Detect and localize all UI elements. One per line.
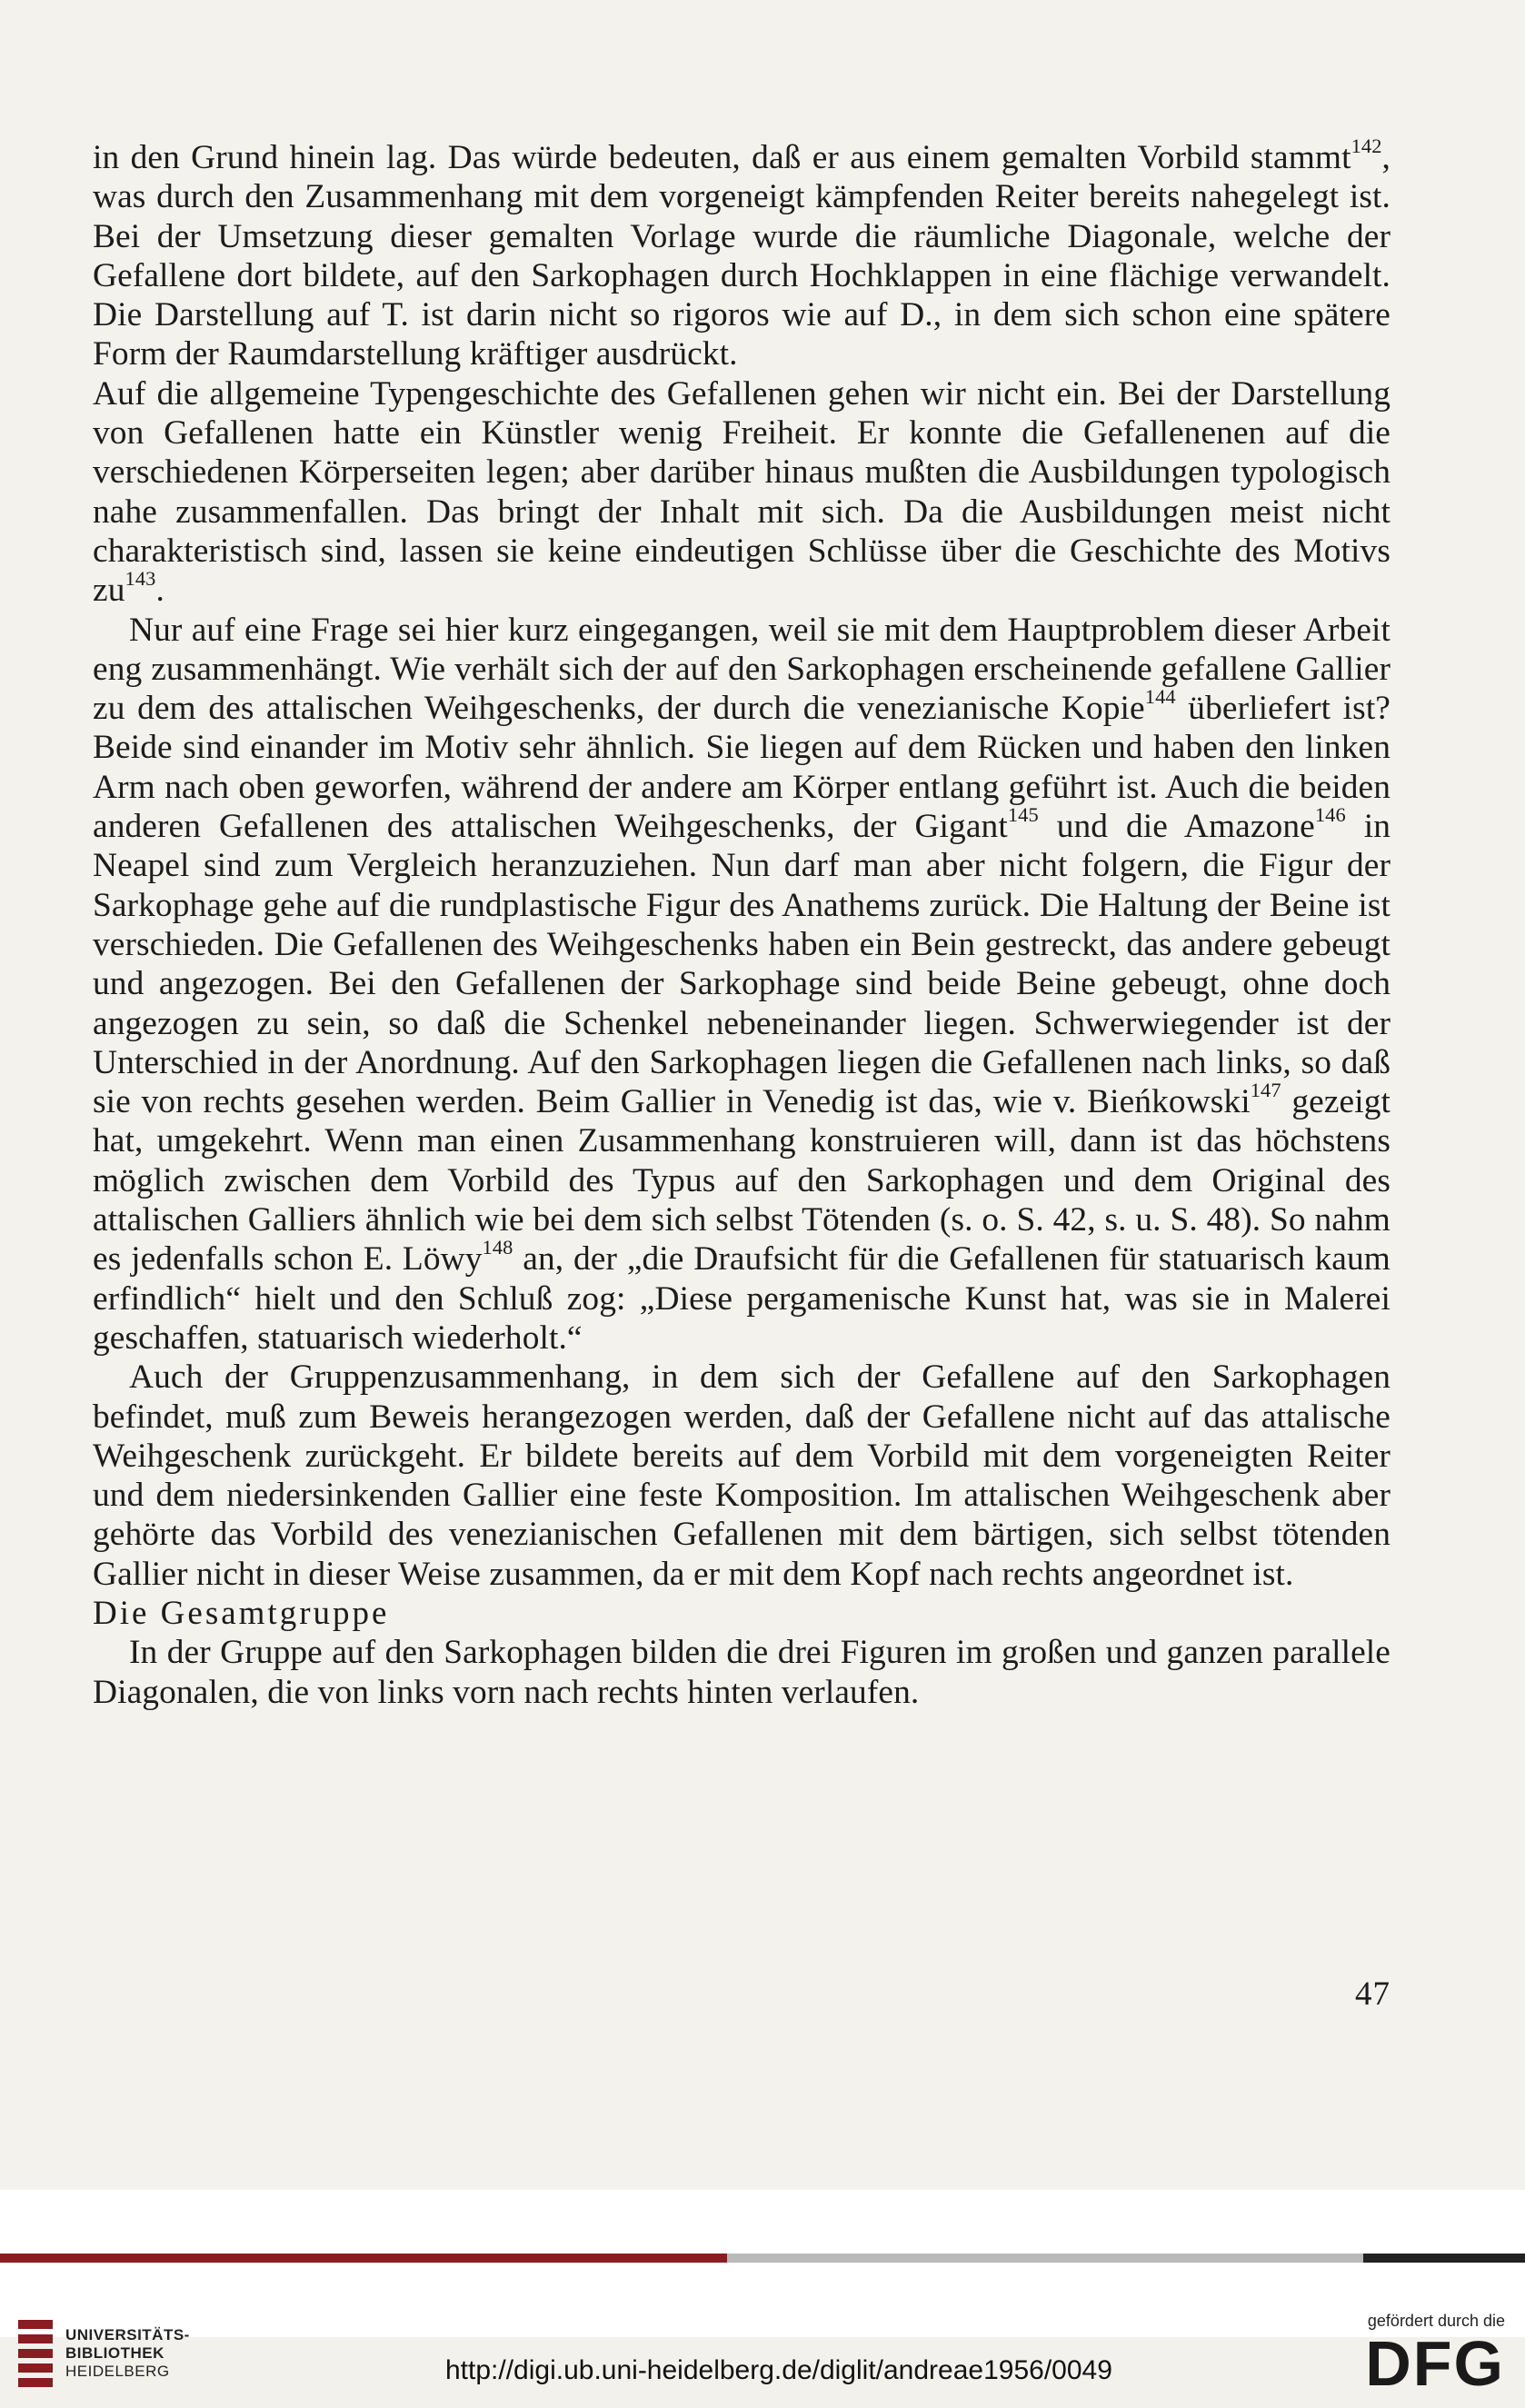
text-run: Auch der Gruppenzusammenhang, in dem sich der Gefallene auf den Sarkophagen befindet, muß zum Beweis herangezogen werden, daß der Gefallene nicht auf das attalische Weihgeschenk zurückgeht. Er bildete bereits auf dem Vorbild mit dem vorgeneigten Reiter und dem niedersinkenden Gallier eine feste Komposition. Im attalischen Weihgeschenk aber gehörte das Vorbild des venezianischen Gefallenen mit dem bärtigen, sich selbst tötenden Gallier nicht in dieser Weise zusammen, da er mit dem Kopf nach rechts angeordnet ist. (93, 1358, 1390, 1593)
library-name (65, 2326, 190, 2381)
text-run: und die Amazone (1038, 808, 1315, 846)
text-run: in Neapel sind zum Vergleich heranzuziehen. Nun darf man aber nicht folgern, die Figur der Sarkophage gehe auf die rundplastische Figur des Anathems zurück. Die Haltung der Beine ist verschieden. Die Gefallenen des Weihgeschenks haben ein Bein gestreckt, das andere gebeugt und angezogen. Bei den Gefallenen der Sarkophage sind beide Beine gebeugt, ohne doch angezogen zu sein, so daß die Schenkel nebeneinander liegen. Schwerwiegender ist der Unterschied in der Anordnung. Auf den Sarkophagen liegen die Gefallenen nach links, so daß sie von rechts gesehen werden. Beim Gallier in Venedig ist das, wie v. Bieńkowski (93, 808, 1391, 1121)
text-run: , was durch den Zusammenhang mit dem vorgeneigt kämpfenden Reiter bereits nahegelegt ist. Bei der Umsetzung dieser gemalten Vorlage wurde die räumliche Diagonale, welche der Gefallene dort bildete, auf den Sarkophagen durch Hochklappen in eine flächige verwandelt. Die Darstellung auf T. ist darin nicht so rigoros wie auf D., in dem sich schon eine spätere Form der Raumdarstellung kräftiger ausdrückt. (93, 139, 1390, 373)
paragraph (93, 611, 1390, 1358)
dfg-credit (1323, 2312, 1505, 2399)
dfg-logo[interactable]: DFG (1365, 2328, 1505, 2399)
page-number: 47 (1355, 1975, 1390, 2013)
text-run: . (155, 572, 164, 610)
paragraph (93, 374, 1390, 611)
body-text (93, 134, 1391, 1712)
stripe-red (0, 2254, 727, 2263)
footnote-marker[interactable]: 142 (1351, 134, 1382, 158)
library-name-line2: BIBLIOTHEK (65, 2344, 164, 2362)
footnote-marker[interactable]: 146 (1314, 803, 1346, 827)
paragraph (93, 134, 1390, 374)
text-run: an, der „die Draufsicht für die Gefallenen für statuarisch kaum erfindlich“ hielt und den Schluß zog: „Diese pergamenische Kunst hat, was sie in Malerei geschaffen, statuarisch wiederholt.“ (93, 1240, 1390, 1357)
closing-paragraph: In der Gruppe auf den Sarkophagen bilden die drei Figuren im großen und ganzen parallele Diagonalen, die von links vorn nach rechts hinten verlaufen. (93, 1634, 1390, 1711)
footnote-marker[interactable]: 145 (1007, 803, 1039, 827)
library-name-line1: UNIVERSITÄTS- (65, 2326, 190, 2343)
footnote-marker[interactable]: 148 (482, 1236, 513, 1259)
footer (0, 2190, 1525, 2399)
text-run: Auf die allgemeine Typengeschichte des Gefallenen gehen wir nicht ein. Bei der Darstellung von Gefallenen hatte ein Künstler wenig Freiheit. Er konnte die Gefallenenen auf die verschiedenen Körperseiten legen; aber darüber hinaus mußten die Ausbildungen typologisch nahe zusammenfallen. Das bringt der Inhalt mit sich. Da die Ausbildungen meist nicht charakteristisch sind, lassen sie keine eindeutigen Schlüsse über die Geschichte des Motivs zu (93, 374, 1390, 610)
library-logo-icon (18, 2320, 53, 2387)
text-run: überliefert ist? Beide sind einander im Motiv sehr ähnlich. Sie liegen auf dem Rücken und haben den linken Arm nach oben geworfen, während der andere am Körper entlang geführt ist. Auch die beiden anderen Gefallenen des attalischen Weihgeschenks, der Gigant (93, 690, 1390, 846)
stripe-gray (727, 2254, 1363, 2263)
text-run: in den Grund hinein lag. Das würde bedeuten, daß er aus einem gemalten Vorbild stammt (93, 139, 1351, 176)
paragraph (93, 1358, 1390, 1594)
footer-stripe (0, 2254, 1525, 2263)
library-name-line3: HEIDELBERG (65, 2363, 170, 2380)
library-logo[interactable] (18, 2299, 190, 2408)
section-heading: Die Gesamtgruppe (93, 1594, 390, 1632)
stripe-black (1363, 2254, 1525, 2263)
paragraphs (93, 134, 1391, 1594)
funded-by-label: gefördert durch die (1367, 2312, 1505, 2330)
permalink-url[interactable]: http://digi.ub.uni-heidelberg.de/diglit/andreae1956/0049 (445, 2355, 1112, 2385)
footnote-marker[interactable]: 144 (1144, 685, 1176, 709)
footnote-marker[interactable]: 147 (1250, 1079, 1281, 1102)
text-run: gezeigt hat, umgekehrt. Wenn man einen Zusammenhang konstruieren will, dann ist das höchstens möglich zwischen dem Vorbild des Typus auf den Sarkophagen und dem Original des attalischen Galliers ähnlich wie bei dem sich selbst Tötenden (s. o. S. 42, s. u. S. 48). So nahm es jedenfalls schon E. Löwy (93, 1083, 1390, 1279)
footnote-marker[interactable]: 143 (125, 567, 156, 591)
text-run: Nur auf eine Frage sei hier kurz eingegangen, weil sie mit dem Hauptproblem dieser Arbeit eng zusammenhängt. Wie verhält sich der auf den Sarkophagen erscheinende gefallene Gallier zu dem des attalischen Weihgeschenks, der durch die venezianische Kopie (93, 611, 1390, 728)
